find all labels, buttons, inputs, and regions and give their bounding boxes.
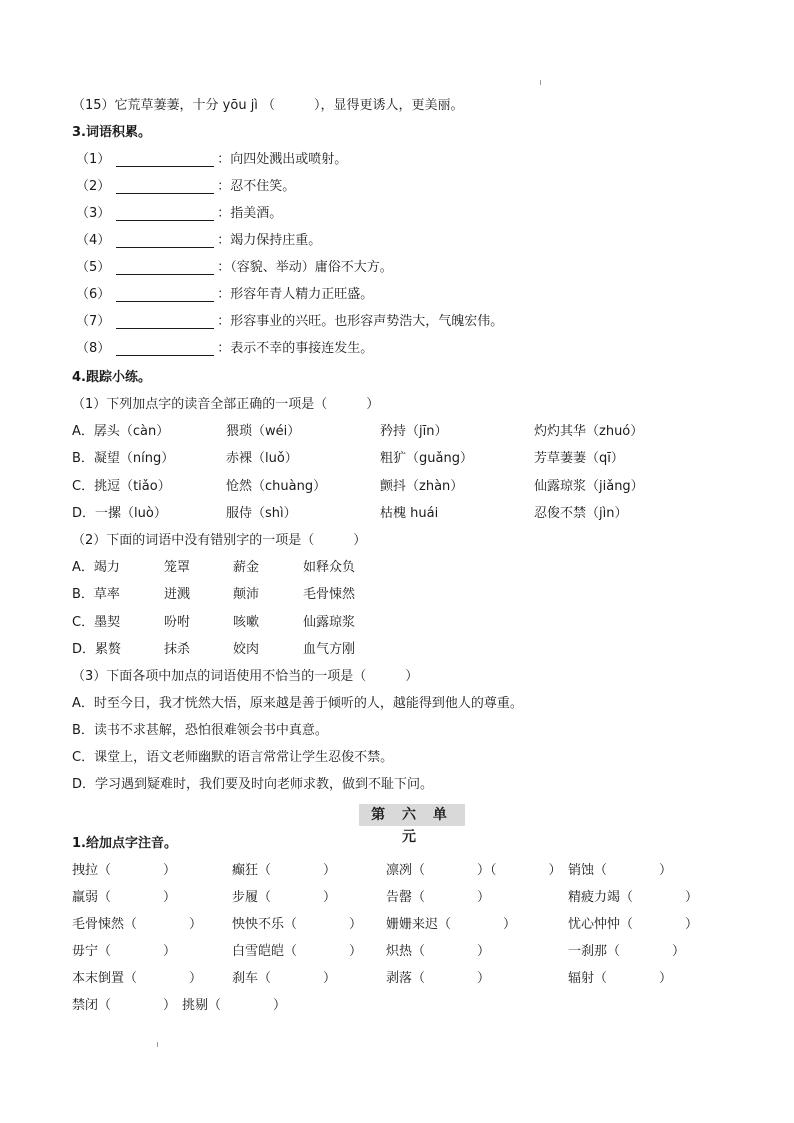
answer-blank: [116, 234, 214, 248]
pinyin-item: 步履（ ）: [232, 890, 337, 905]
pinyin-item: 凛冽（ ）（ ）: [386, 863, 562, 878]
pinyin-row: [0, 861, 794, 881]
option-cell: 迸溅: [164, 587, 191, 602]
answer-blank: [116, 180, 214, 194]
answer-blank: [116, 342, 214, 356]
vocab-item: [76, 231, 321, 251]
vocab-item-definition: ：指美酒。: [217, 206, 283, 221]
answer-blank: [116, 315, 214, 329]
vocab-item: [76, 312, 503, 332]
option-cell: D．累赘: [72, 642, 122, 657]
pinyin-item: 刹车（ ）: [232, 971, 337, 986]
option-cell: 矜持（jīn）: [380, 424, 448, 439]
question-15-line: （15）它荒草萋萋，十分 yōu jì （ ），显得更诱人，更美丽。: [72, 98, 464, 113]
option-cell: A．孱头（càn）: [72, 424, 170, 439]
option-cell: 粗犷（guǎng）: [380, 451, 473, 466]
pinyin-item: 剥落（ ）: [386, 971, 491, 986]
option-cell: 灼灼其华（zhuó）: [534, 424, 644, 439]
pinyin-item: 禁闭（ ）: [72, 998, 177, 1013]
pinyin-item: 拽拉（ ）: [72, 863, 177, 878]
option-cell: 猥琐（wéi）: [226, 424, 301, 439]
pinyin-item: 炽热（ ）: [386, 944, 491, 959]
option-cell: 仙露琼浆: [303, 615, 356, 630]
q3-option: B．读书不求甚解，恐怕很难领会书中真意。: [72, 723, 328, 738]
pinyin-item: 白雪皑皑（ ）: [232, 944, 363, 959]
vocab-item: [76, 150, 347, 170]
answer-blank: [116, 207, 214, 221]
unit-title: 第 六 单 元: [359, 804, 465, 826]
vocab-item-number: （8）: [76, 341, 111, 356]
pinyin-item: 毋宁（ ）: [72, 944, 177, 959]
option-cell: 笼罩: [164, 560, 191, 575]
pinyin-item: 羸弱（ ）: [72, 890, 177, 905]
option-cell: B．草率: [72, 587, 120, 602]
vocab-item-number: （3）: [76, 206, 111, 221]
q1-option-row: [0, 449, 794, 469]
vocab-item-definition: ：形容事业的兴旺。也形容声势浩大，气魄宏伟。: [217, 314, 504, 329]
vocab-item-number: （5）: [76, 260, 111, 275]
q3-option: A．时至今日，我才恍然大悟，原来越是善于倾听的人，越能得到他人的尊重。: [72, 696, 523, 711]
option-cell: C．挑逗（tiǎo）: [72, 479, 171, 494]
option-cell: 姣肉: [233, 642, 260, 657]
pinyin-item: 癫狂（ ）: [232, 863, 337, 878]
q3-option: C．课堂上，语文老师幽默的语言常常让学生忍俊不禁。: [72, 750, 394, 765]
q1-option-row: [0, 422, 794, 442]
pinyin-item: 本末倒置（ ）: [72, 971, 203, 986]
option-cell: 颤抖（zhàn）: [380, 479, 464, 494]
pinyin-item: 精疲力竭（ ）: [568, 890, 699, 905]
option-cell: C．墨契: [72, 615, 121, 630]
pinyin-row: [0, 888, 794, 908]
q1-stem: （1）下列加点字的读音全部正确的一项是（ ）: [72, 397, 380, 412]
vocab-item-definition: ：表示不幸的事接连发生。: [217, 341, 374, 356]
option-cell: B．凝望（níng）: [72, 451, 175, 466]
option-cell: 薪金: [233, 560, 260, 575]
option-cell: 颠沛: [233, 587, 260, 602]
vocab-item: [76, 177, 295, 197]
pinyin-row: [0, 915, 794, 935]
pinyin-item: 销蚀（ ）: [568, 863, 673, 878]
q2-stem: （2）下面的词语中没有错别字的一项是（ ）: [72, 533, 367, 548]
vocab-item-number: （4）: [76, 233, 111, 248]
option-cell: 如释众负: [303, 560, 356, 575]
pinyin-item: 忧心忡忡（ ）: [568, 917, 699, 932]
vocab-item-definition: ：形容年青人精力正旺盛。: [217, 287, 374, 302]
vocab-item-number: （7）: [76, 314, 111, 329]
option-cell: 服侍（shì）: [226, 506, 297, 521]
answer-blank: [116, 153, 214, 167]
answer-blank: [116, 288, 214, 302]
option-cell: 忍俊不禁（jìn）: [534, 506, 628, 521]
vocab-item-number: （6）: [76, 287, 111, 302]
corner-mark: [157, 1042, 158, 1047]
q2-option-row: [0, 558, 794, 578]
option-cell: A．竭力: [72, 560, 120, 575]
vocab-item-definition: ：向四处溅出或喷射。: [217, 152, 348, 167]
option-cell: 毛骨悚然: [303, 587, 356, 602]
q3-option: D．学习遇到疑难时，我们要及时向老师求教，做到不耻下问。: [72, 777, 434, 792]
pinyin-row: [0, 996, 794, 1016]
q3-stem: （3）下面各项中加点的词语使用不恰当的一项是（ ）: [72, 669, 419, 684]
vocab-item-definition: ：竭力保持庄重。: [217, 233, 322, 248]
q2-option-row: [0, 613, 794, 633]
pinyin-item: 姗姗来迟（ ）: [386, 917, 517, 932]
vocab-item-number: （1）: [76, 152, 111, 167]
option-cell: 怆然（chuàng）: [226, 479, 327, 494]
option-cell: 芳草萋萋（qī）: [534, 451, 624, 466]
vocab-item-definition: ：忍不住笑。: [217, 179, 296, 194]
pinyin-item: 告罄（ ）: [386, 890, 491, 905]
pinyin-item: 辐射（ ）: [568, 971, 673, 986]
corner-mark: [540, 80, 541, 85]
vocab-item: [76, 285, 373, 305]
pinyin-item: 挑剔（ ）: [182, 998, 287, 1013]
q2-option-row: [0, 585, 794, 605]
vocab-item: [76, 258, 393, 278]
option-cell: 吩咐: [164, 615, 191, 630]
pinyin-row: [0, 942, 794, 962]
section-3-title: 3.词语积累。: [72, 125, 151, 140]
option-cell: 枯槐 huái: [380, 506, 439, 521]
section-1-title: 1.给加点字注音。: [72, 836, 177, 851]
q2-option-row: [0, 640, 794, 660]
pinyin-item: 毛骨悚然（ ）: [72, 917, 203, 932]
option-cell: 咳嗽: [233, 615, 260, 630]
vocab-item: [76, 204, 282, 224]
pinyin-item: 怏怏不乐（ ）: [232, 917, 363, 932]
vocab-item-number: （2）: [76, 179, 111, 194]
answer-blank: [116, 261, 214, 275]
option-cell: 仙露琼浆（jiǎng）: [534, 479, 644, 494]
vocab-item: [76, 339, 373, 359]
option-cell: 赤裸（luǒ）: [226, 451, 298, 466]
q1-option-row: [0, 477, 794, 497]
q1-option-row: [0, 504, 794, 524]
option-cell: 血气方刚: [303, 642, 356, 657]
vocab-item-definition: ：（容貌、举动）庸俗不大方。: [217, 260, 393, 275]
pinyin-item: 一刹那（ ）: [568, 944, 686, 959]
section-4-title: 4.跟踪小练。: [72, 370, 151, 385]
option-cell: D．一摞（luò）: [72, 506, 167, 521]
option-cell: 抹杀: [164, 642, 191, 657]
pinyin-row: [0, 969, 794, 989]
